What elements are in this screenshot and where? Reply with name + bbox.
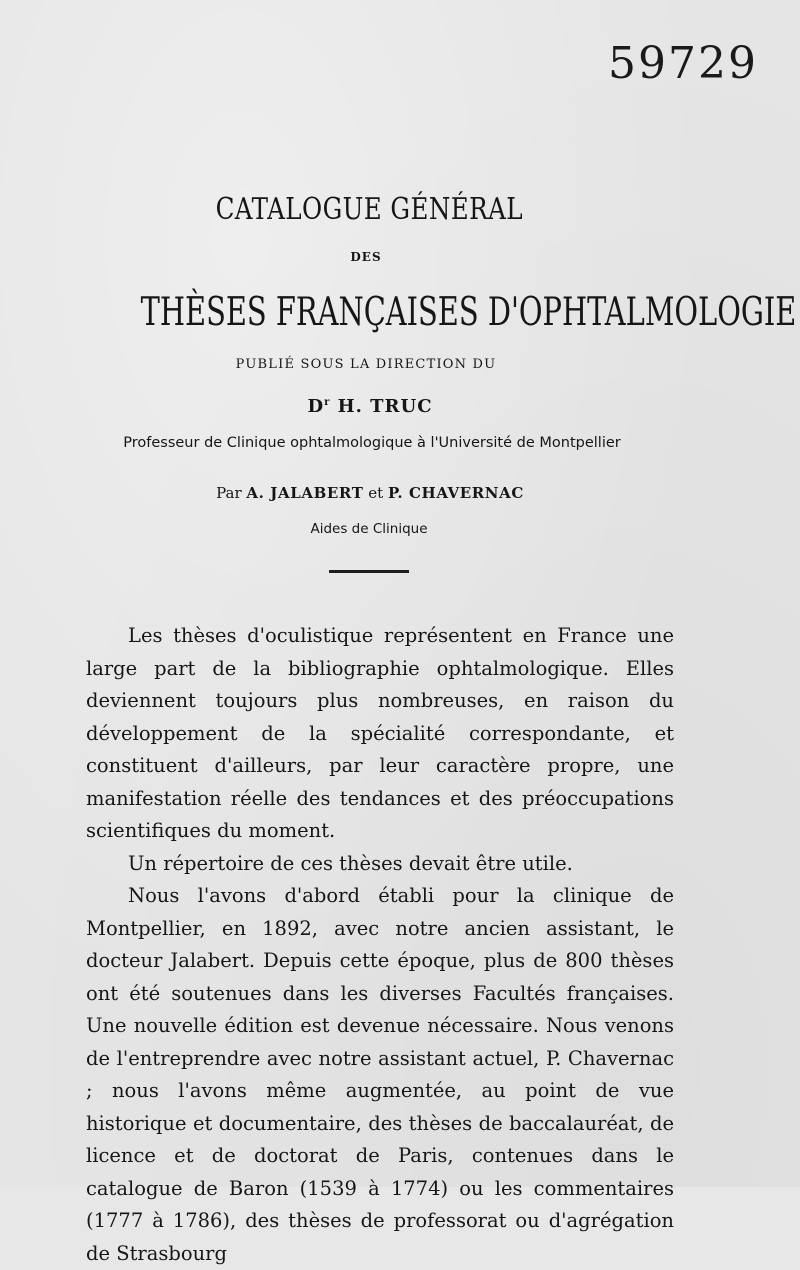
catalog-number: 59729 <box>608 38 758 89</box>
director-surname: H. TRUC <box>337 396 433 417</box>
title-line-1: CATALOGUE GÉNÉRAL <box>215 192 523 227</box>
authors-line <box>0 484 740 502</box>
authors-et: et <box>368 484 384 502</box>
authors-role: Aides de Clinique <box>310 521 428 537</box>
paragraph-2: Un répertoire de ces thèses devait être utile. <box>128 851 573 875</box>
author-second: P. CHAVERNAC <box>387 484 524 502</box>
section-divider <box>329 570 409 573</box>
body-text <box>86 620 674 1270</box>
title-connector: DES <box>350 250 382 264</box>
title-line-2: THÈSES FRANÇAISES D'OPHTALMOLOGIE <box>140 290 797 335</box>
director-prefix: D <box>307 396 325 417</box>
paragraph-3: Nous l'avons d'abord établi pour la clinique de Montpellier, en 1892, avec notre ancien assistant, le docteur Jalabert. Depuis cette époque, plus de 800 thèses ont été soutenues dans les diverses Facultés françaises. Une nouvelle édition est devenue nécessaire. Nous venons de l'entreprendre avec notre assistant actuel, P. Chavernac ; nous l'avons même augmentée, au point de vue historique et documentaire, des thèses de baccalauréat, de licence et de doctorat de Paris, contenues dans le catalogue de Baron (1539 à 1774) ou les commentaires (1777 à 1786), des thèses de professorat ou d'agrégation de Strasbourg <box>86 884 674 1265</box>
director-affiliation: Professeur de Clinique ophtalmologique à l'Université de Montpellier <box>123 435 621 451</box>
director-name <box>0 396 740 417</box>
director-prefix-sup: r <box>324 397 331 408</box>
authors-par: Par <box>216 484 242 502</box>
paragraph-1: Les thèses d'oculistique représentent en France une large part de la bibliographie ophtalmologique. Elles deviennent toujours plus nombreuses, en raison du développement de la spécialité correspondante, et constituent d'ailleurs, par leur caractère propre, une manifestation réelle des tendances et des préoccupations scientifiques du moment. <box>86 624 674 842</box>
author-first: A. JALABERT <box>246 484 364 502</box>
publication-note: PUBLIÉ SOUS LA DIRECTION DU <box>235 357 497 372</box>
